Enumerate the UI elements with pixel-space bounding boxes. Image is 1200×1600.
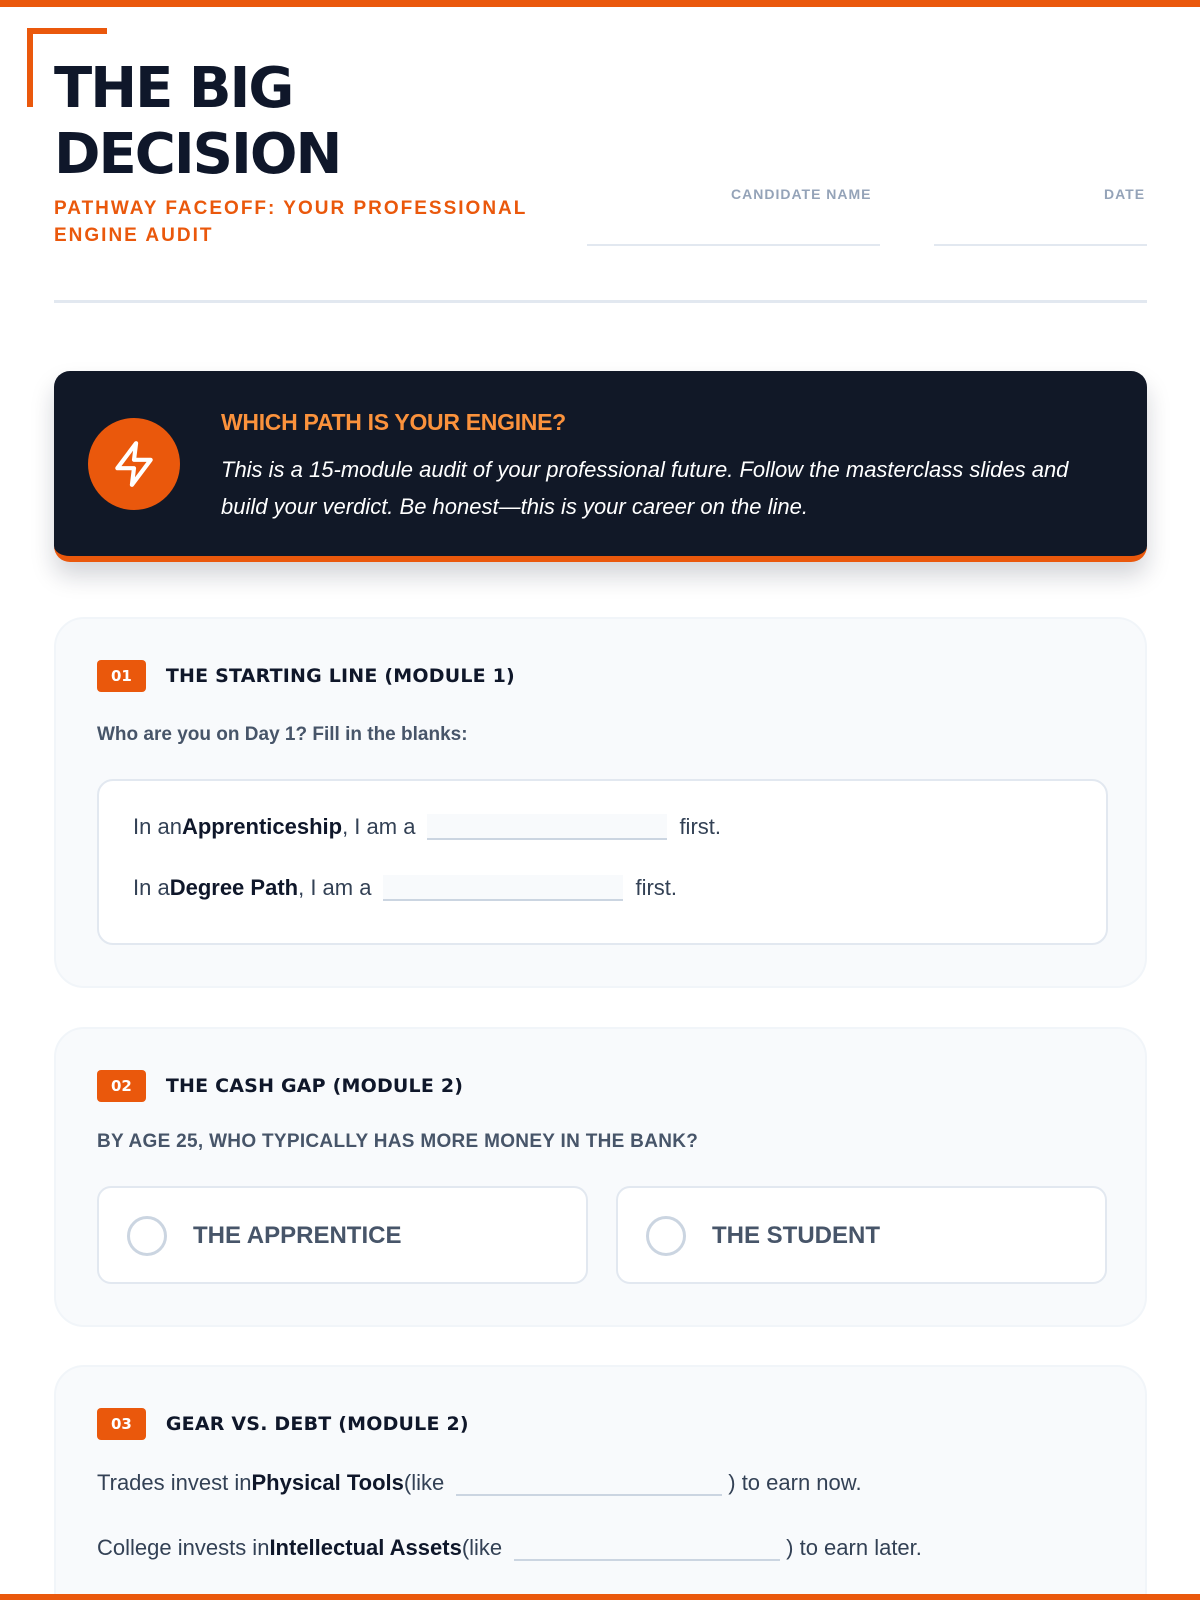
module-number-badge: 03: [97, 1408, 146, 1440]
page-title: THE BIG DECISION: [54, 56, 341, 187]
module-title: THE STARTING LINE (MODULE 1): [165, 665, 515, 687]
sentence-text: ) to earn later.: [786, 1535, 922, 1560]
sentence-apprenticeship: [133, 814, 721, 840]
radio-button[interactable]: [646, 1216, 686, 1256]
option-the-apprentice[interactable]: [97, 1186, 588, 1284]
blank-input[interactable]: [514, 1535, 780, 1561]
module-number-badge: 02: [97, 1070, 146, 1102]
fill-in-box: [97, 779, 1108, 945]
date-field[interactable]: [934, 244, 1147, 246]
sentence-text: College invests in: [97, 1535, 270, 1560]
module-number-badge: 01: [97, 660, 146, 692]
blank-input[interactable]: [456, 1470, 722, 1496]
sentence-text: , I am a: [342, 814, 416, 839]
option-the-student[interactable]: [616, 1186, 1107, 1284]
intro-banner: [54, 371, 1147, 562]
module-title: GEAR VS. DEBT (MODULE 2): [165, 1413, 469, 1435]
sentence-text: first.: [635, 875, 678, 900]
blank-input[interactable]: [383, 875, 623, 901]
sentence-degree-path: [133, 875, 677, 901]
header-divider: [54, 300, 1147, 303]
sentence-text: (like: [461, 1535, 503, 1560]
module-title: THE CASH GAP (MODULE 2): [165, 1075, 464, 1097]
candidate-name-label: CANDIDATE NAME: [731, 186, 872, 202]
sentence-text: Trades invest in: [97, 1470, 252, 1495]
candidate-name-field[interactable]: [587, 244, 880, 246]
sentence-text: , I am a: [298, 875, 372, 900]
sentence-bold: Apprenticeship: [181, 814, 343, 839]
option-label: THE APPRENTICE: [193, 1222, 402, 1249]
module-prompt: Who are you on Day 1? Fill in the blanks:: [97, 724, 468, 745]
bottom-accent-bar: [0, 1594, 1200, 1600]
date-label: DATE: [1104, 186, 1146, 202]
sentence-bold: Physical Tools: [251, 1470, 404, 1495]
sentence-text: first.: [679, 814, 721, 839]
page-subtitle: PATHWAY FACEOFF: YOUR PROFESSIONAL ENGINE AUDIT: [54, 198, 528, 246]
sentence-intellectual-assets: [97, 1535, 922, 1561]
module-card-01: [54, 617, 1147, 988]
lightning-bolt-icon: [88, 418, 180, 510]
sentence-bold: Degree Path: [169, 875, 299, 900]
top-accent-bar: [0, 0, 1200, 7]
banner-text: This is a 15-module audit of your professional future. Follow the masterclass slides and build your verdict. Be honest—this is your career on the line.: [221, 457, 1069, 519]
sentence-physical-tools: [97, 1470, 862, 1496]
banner-title: WHICH PATH IS YOUR ENGINE?: [221, 409, 566, 435]
module-prompt: BY AGE 25, WHO TYPICALLY HAS MORE MONEY IN THE BANK?: [97, 1131, 699, 1152]
blank-input[interactable]: [427, 814, 667, 840]
sentence-text: In an: [133, 814, 182, 839]
module-card-02: [54, 1027, 1147, 1327]
sentence-text: (like: [403, 1470, 445, 1495]
module-card-03: [54, 1365, 1147, 1600]
option-label: THE STUDENT: [712, 1222, 880, 1249]
radio-button[interactable]: [127, 1216, 167, 1256]
sentence-bold: Intellectual Assets: [269, 1535, 462, 1560]
sentence-text: ) to earn now.: [728, 1470, 862, 1495]
sentence-text: In a: [133, 875, 170, 900]
